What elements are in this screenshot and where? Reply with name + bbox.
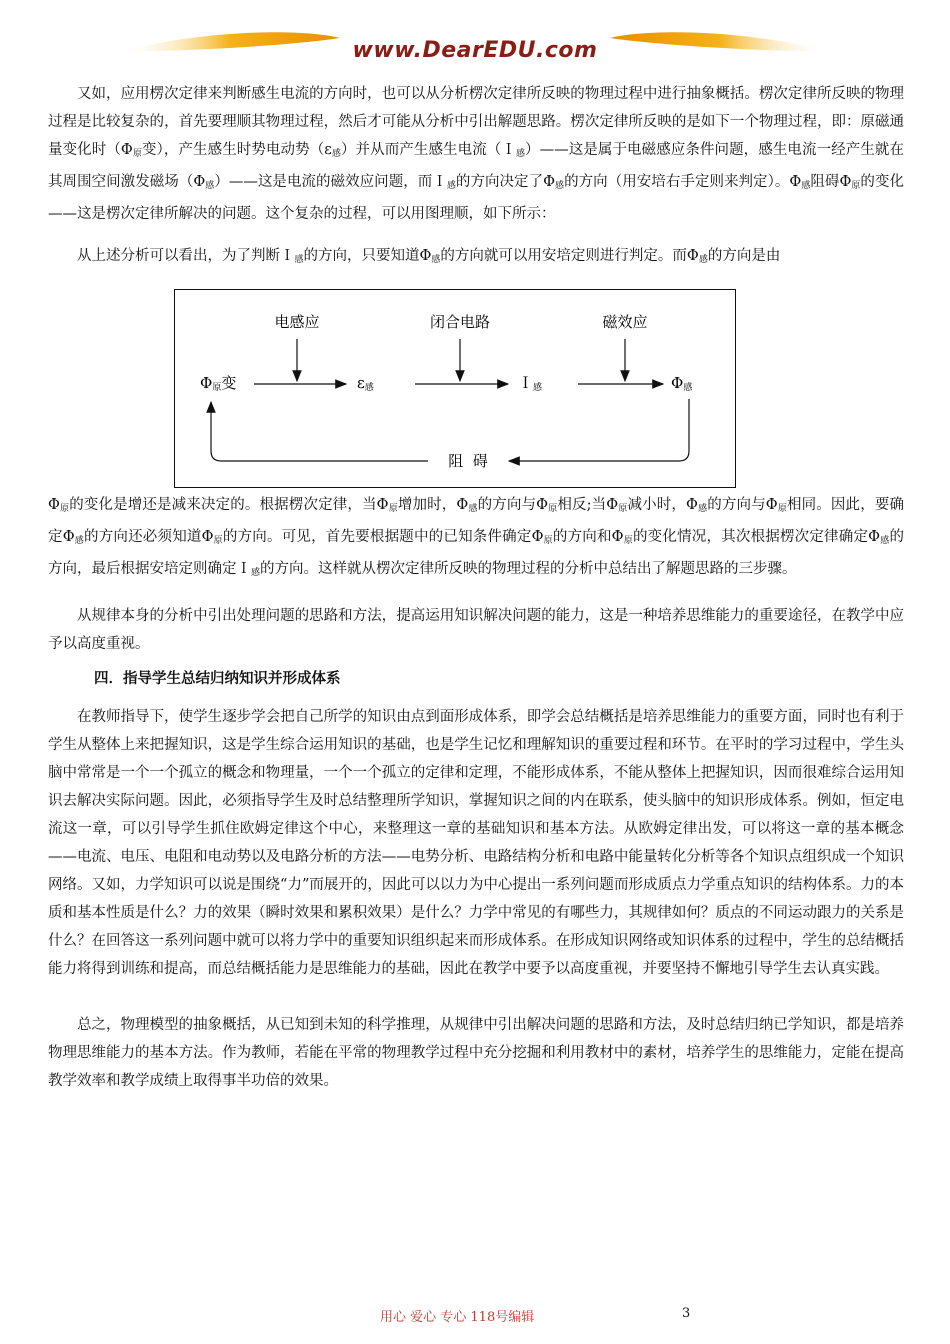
node-phi-yuan: Φ原变: [200, 374, 237, 393]
site-logo-text: www.DearEDU.com: [352, 38, 598, 63]
label-closed-circuit: 闭合电路: [429, 313, 491, 331]
node-phi-gan: Φ感: [671, 374, 693, 393]
footer-slogan: 用心 爱心 专心 118号编辑: [380, 1310, 535, 1325]
paragraph-6: 总之，物理模型的抽象概括，从已知到未知的科学推理，从规律中引出解决问题的思路和方法，及时总结归纳已学知识，都是培养物理思维能力的基本方法。作为教师，若能在平常的物理教学过程中充分挖掘和利用教材中的素材，培养学生的思维能力，定能在提高教学效率和教学成绩上取得事半功倍的效果。: [48, 1017, 904, 1089]
node-current: Ｉ感: [518, 374, 543, 393]
paragraph-5: 在教师指导下，使学生逐步学会把自己所学的知识由点到面形成体系，即学会总结概括是培养思维能力的重要方面，同时也有利于学生从整体上来把握知识，这是学生综合运用知识的基础，也是学生记忆和理解知识的重要过程和环节。在平时的学习过程中，学生头脑中常常是一个一个孤立的概念和物理量，一个一个孤立的定律和定理，不能形成体系，不能从整体上把握知识，因而很难综合运用知识去解决实际问题。因此，必须指导学生及时总结整理所学知识，掌握知识之间的内在联系，使头脑中的知识形成体系。例如，恒定电流这一章，可以引导学生抓住欧姆定律这个中心，来整理这一章的基础知识和基本方法。从欧姆定律出发，可以将这一章的基本概念——电流、电压、电阻和电动势以及电路分析的方法——电势分析、电路结构分析和电路中能量转化分析等各个知识点组织成一个知识网络。又如，力学知识可以说是围绕“力”而展开的，因此可以以力为中心提出一系列问题而形成质点力学重点知识的结构体系。力的本质和基本性质是什么？力的效果（瞬时效果和累积效果）是什么？力学中常见的有哪些力，其规律如何？质点的不同运动跟力的关系是什么？在回答这一系列问题中就可以将力学中的重要知识组织起来而形成体系。在形成知识网络或知识体系的过程中，学生的总结概括能力将得到训练和提高，而总结概括能力是思维能力的基础，因此在教学中要予以高度重视，并要坚持不懈地引导学生去认真实践。: [48, 709, 904, 977]
section-heading-4: 四．指导学生总结归纳知识并形成体系: [94, 671, 341, 687]
paragraph-4: 从规律本身的分析中引出处理问题的思路和方法，提高运用知识解决问题的能力，这是一种培养思维能力的重要途径，在教学中应予以高度重视。: [48, 608, 904, 652]
node-epsilon: ε感: [357, 374, 374, 393]
label-magnetic-effect: 磁效应: [602, 313, 648, 331]
diagram-canvas: [174, 289, 736, 488]
feedback-right-side: [509, 399, 689, 461]
lenz-law-diagram: [174, 289, 736, 488]
paragraph-2: 从上述分析可以看出，为了判断Ｉ$_感$的方向，只要知道$\Phi_感$的方向就可以用安培定则进行判定。而$\Phi_感$的方向是由: [77, 248, 781, 265]
feedback-left-side: [211, 402, 428, 461]
label-em-induction: 电感应: [274, 313, 320, 331]
label-hinder: 阻 碍: [448, 452, 488, 470]
page-number: 3: [682, 1306, 691, 1321]
paragraph-1: 又如，应用楞次定律来判断感生电流的方向时，也可以从分析楞次定律所反映的物理过程中进行抽象概括。楞次定律所反映的物理过程是比较复杂的，首先要理顺其物理过程，然后才可能从分析中引出解题思路。楞次定律所反映的是如下一个物理过程，即：原磁通量变化时（$\Phi_原$变），产生感生时势电动势$(\varepsilon_感)$并从而产生感生电流（Ｉ$_感$）——这是属于电磁感应条件问题，感生电流一经产生就在其周围空间激发磁场$(\Phi_感)——$这是电流的磁效应问题，而Ｉ$_感$的方向决定了$\Phi_感$的方向（用安培右手定则来判定）。$\Phi_感$阻碍$\Phi_原$的变化——这是楞次定律所解决的问题。这个复杂的过程，可以用图理顺，如下所示：: [48, 86, 904, 222]
paragraph-3: $\Phi_原$的变化是增还是减来决定的。根据楞次定律，当$\Phi_原$增加时，$\Phi_感$的方向与$\Phi_原$相反;当$\Phi_原$减小时，$\Phi_感$的方向与$\Phi_原$相同。因此，要确定$\Phi_感$的方向还必须知道$\Phi_原$的方向。可见，首先要根据题中的已知条件确定$\Phi_原$的方向和$\Phi_原$的变化情况，其次根据楞次定律确定$\Phi_感$的方向，最后根据安培定则确定Ｉ$_感$的方向。这样就从楞次定律所反映的物理过程的分析中总结出了解题思路的三步骤。: [48, 497, 904, 578]
page-header: [0, 0, 950, 80]
